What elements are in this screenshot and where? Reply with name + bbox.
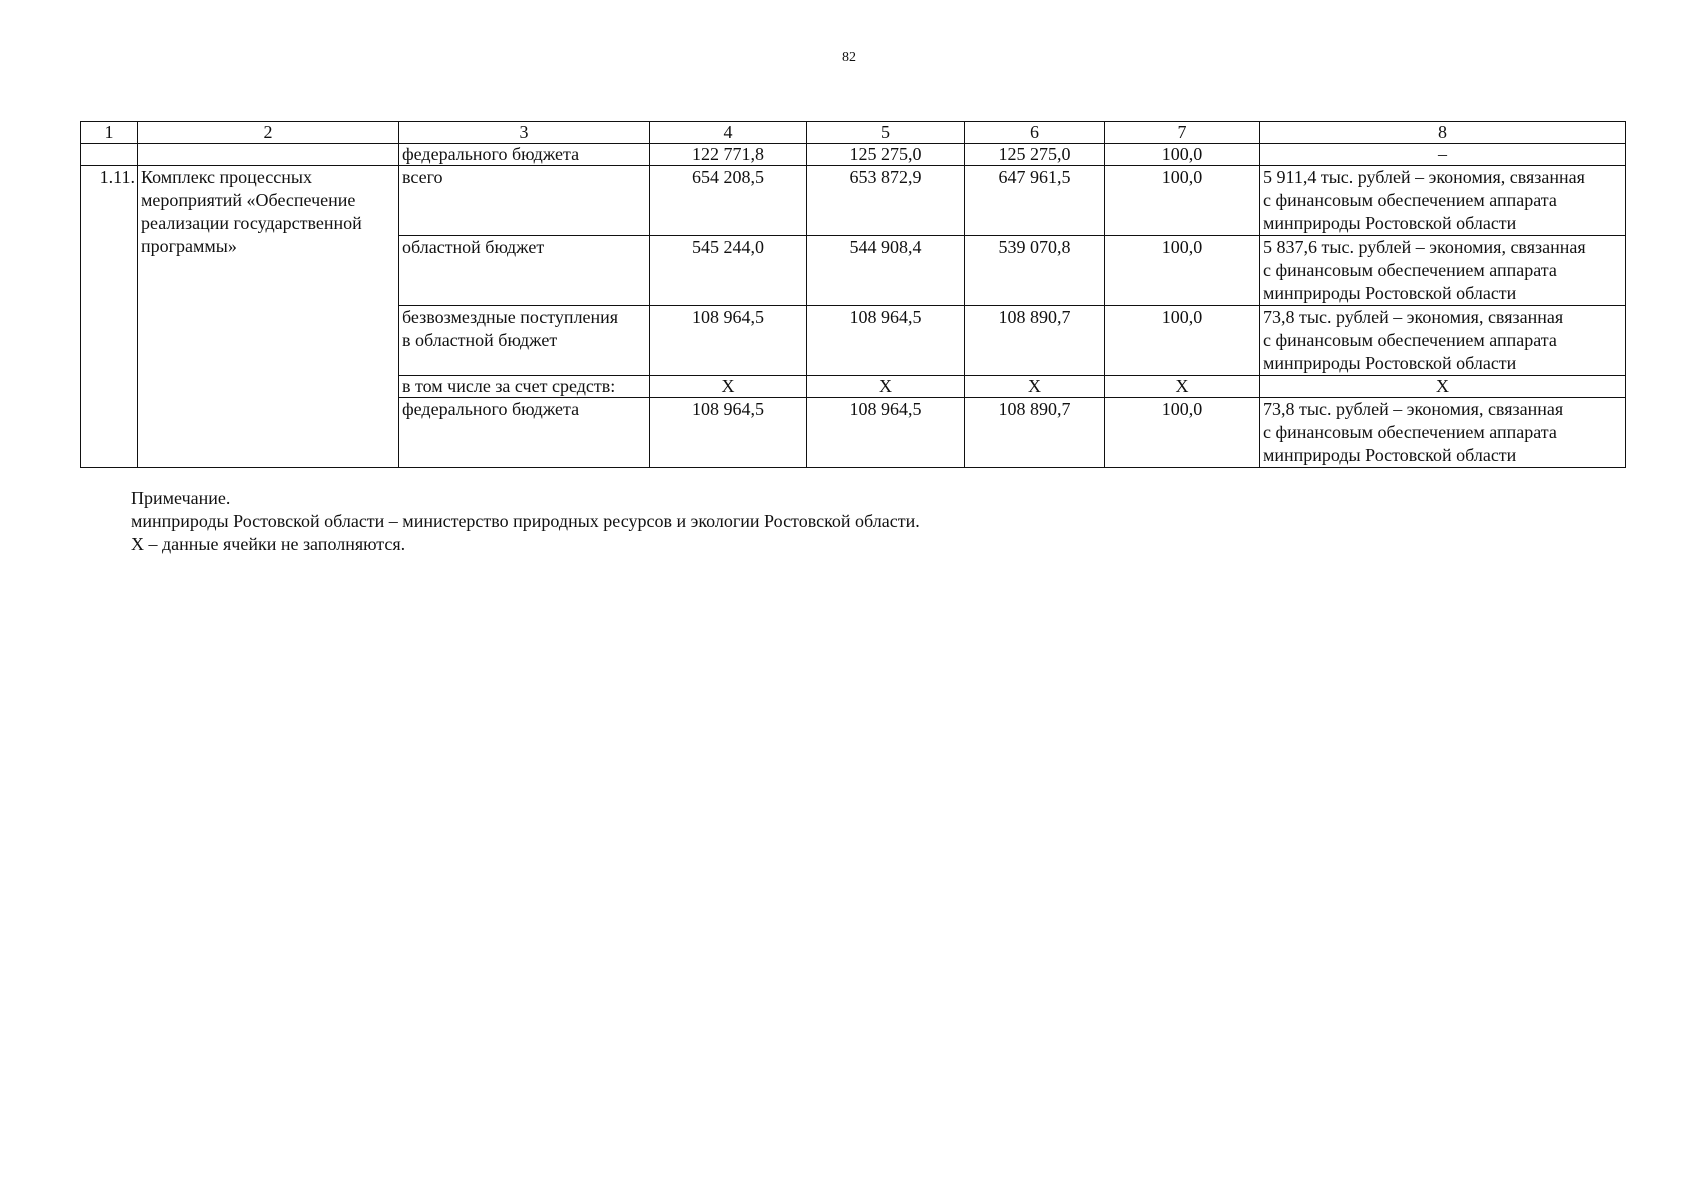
funding-source-cell <box>399 306 650 376</box>
results-table <box>80 121 1626 468</box>
value-col6: 647 961,5 <box>965 166 1105 236</box>
note-line: минприроды Ростовской области <box>1263 213 1517 233</box>
source-line: в областной бюджет <box>402 330 558 350</box>
note-line: минприроды Ростовской области <box>1263 353 1517 373</box>
value-col5: 653 872,9 <box>807 166 965 236</box>
value-col6: 539 070,8 <box>965 236 1105 306</box>
note-line: минприроды Ростовской области <box>1263 283 1517 303</box>
funding-source-cell <box>399 398 650 468</box>
source-line: областной бюджет <box>402 237 545 257</box>
notes-title: Примечание. <box>131 488 231 508</box>
source-line: безвозмездные поступления <box>402 307 619 327</box>
source-line: всего <box>402 167 443 187</box>
table-row-total <box>81 166 1626 236</box>
note-cell <box>1260 398 1626 468</box>
notes-abbreviation-line: минприроды Ростовской области – министерство природных ресурсов и экологии Ростовской области. <box>131 511 920 531</box>
value-col7: X <box>1105 376 1260 398</box>
value-col5: 544 908,4 <box>807 236 965 306</box>
column-number-7: 7 <box>1105 122 1260 144</box>
note-line: с финансовым обеспечением аппарата <box>1263 422 1557 442</box>
value-col4: 654 208,5 <box>650 166 807 236</box>
value-col4: 108 964,5 <box>650 306 807 376</box>
value-col5: 108 964,5 <box>807 398 965 468</box>
notes-section <box>131 487 920 556</box>
note-line: 73,8 тыс. рублей – экономия, связанная <box>1263 307 1564 327</box>
note-line: 5 837,6 тыс. рублей – экономия, связанная <box>1263 237 1586 257</box>
column-number-row <box>81 122 1626 144</box>
note-line: X <box>1436 376 1449 396</box>
group-number-cell: 1.11. <box>81 166 138 468</box>
value-col6: 108 890,7 <box>965 306 1105 376</box>
group-name-line: программы» <box>141 236 237 256</box>
note-line: с финансовым обеспечением аппарата <box>1263 330 1557 350</box>
funding-source-cell <box>399 376 650 398</box>
value-col7: 100,0 <box>1105 398 1260 468</box>
value-col6: 125 275,0 <box>965 144 1105 166</box>
note-line: 73,8 тыс. рублей – экономия, связанная <box>1263 399 1564 419</box>
notes-x-explanation-line: X – данные ячейки не заполняются. <box>131 534 406 554</box>
source-line: федерального бюджета <box>402 399 580 419</box>
note-cell: – <box>1260 144 1626 166</box>
value-col7: 100,0 <box>1105 166 1260 236</box>
value-col5: X <box>807 376 965 398</box>
note-line: 5 911,4 тыс. рублей – экономия, связанная <box>1263 167 1585 187</box>
funding-source-cell <box>399 236 650 306</box>
row-number-cell <box>81 144 138 166</box>
value-col4: X <box>650 376 807 398</box>
column-number-8: 8 <box>1260 122 1626 144</box>
funding-source-cell: федерального бюджета <box>399 144 650 166</box>
value-col7: 100,0 <box>1105 306 1260 376</box>
value-col6: X <box>965 376 1105 398</box>
value-col5: 108 964,5 <box>807 306 965 376</box>
note-line: минприроды Ростовской области <box>1263 445 1517 465</box>
value-col6: 108 890,7 <box>965 398 1105 468</box>
note-cell <box>1260 306 1626 376</box>
column-number-2: 2 <box>138 122 399 144</box>
column-number-5: 5 <box>807 122 965 144</box>
value-col7: 100,0 <box>1105 144 1260 166</box>
group-name-cell <box>138 166 399 468</box>
value-col4: 108 964,5 <box>650 398 807 468</box>
value-col7: 100,0 <box>1105 236 1260 306</box>
funding-source-cell <box>399 166 650 236</box>
group-name-line: мероприятий «Обеспечение <box>141 190 356 210</box>
value-col4: 545 244,0 <box>650 236 807 306</box>
note-cell <box>1260 236 1626 306</box>
page-number: 82 <box>842 50 856 65</box>
note-line: с финансовым обеспечением аппарата <box>1263 260 1557 280</box>
note-cell <box>1260 166 1626 236</box>
column-number-6: 6 <box>965 122 1105 144</box>
group-name-line: реализации государственной <box>141 213 362 233</box>
note-cell <box>1260 376 1626 398</box>
group-name-line: Комплекс процессных <box>141 167 312 187</box>
column-number-1: 1 <box>81 122 138 144</box>
note-line: с финансовым обеспечением аппарата <box>1263 190 1557 210</box>
column-number-3: 3 <box>399 122 650 144</box>
column-number-4: 4 <box>650 122 807 144</box>
row-name-cell <box>138 144 399 166</box>
value-col4: 122 771,8 <box>650 144 807 166</box>
source-line: в том числе за счет средств: <box>402 376 616 396</box>
value-col5: 125 275,0 <box>807 144 965 166</box>
table-row-federal-continued <box>81 144 1626 166</box>
